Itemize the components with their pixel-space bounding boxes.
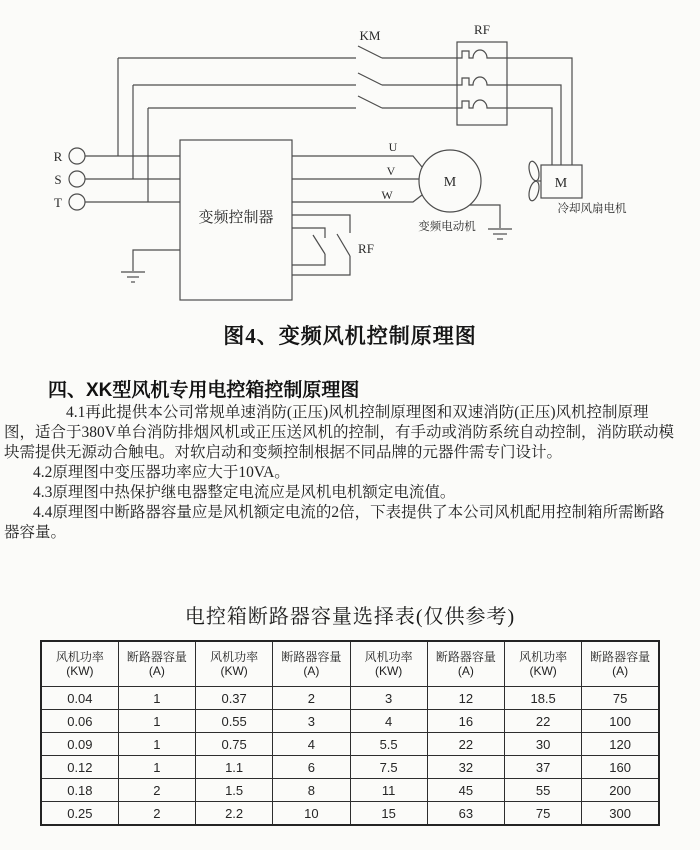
table-cell: 120 — [582, 733, 659, 756]
table-header-cell: 断路器容量 (A) — [273, 641, 350, 687]
table-cell: 12 — [427, 687, 504, 710]
table-cell: 0.12 — [41, 756, 118, 779]
table-cell: 0.55 — [196, 710, 273, 733]
table-header-cell: 风机功率 (KW) — [196, 641, 273, 687]
paragraph-4-4: 4.4原理图中断路器容量应是风机额定电流的2倍，下表提供了本公司风机配用控制箱所需断路器容量。 — [4, 504, 665, 541]
figure-caption: 图4、变频风机控制原理图 — [223, 324, 477, 348]
table-cell: 11 — [350, 779, 427, 802]
table-cell: 0.04 — [41, 687, 118, 710]
section-heading: 四、XK型风机专用电控箱控制原理图 — [48, 380, 360, 401]
motor-ground-icon — [470, 205, 512, 239]
table-cell: 7.5 — [350, 756, 427, 779]
table-cell: 75 — [582, 687, 659, 710]
paragraph-4-1: 4.1再此提供本公司常规单速消防(正压)风机控制原理图和双速消防(正压)风机控制原理图，适合于380V单台消防排烟风机或正压送风机的控制，有手动或消防系统自动控制，消防联动模块需提供无源动合触电。对软启动和变频控制根据不同品牌的元器件需专门设计。 — [4, 404, 674, 461]
table-cell: 15 — [350, 802, 427, 826]
fan-feed-3 — [507, 108, 552, 165]
table-cell: 2.2 — [196, 802, 273, 826]
table-cell: 2 — [118, 802, 195, 826]
cooling-fan-motor — [527, 160, 627, 215]
table-cell: 32 — [427, 756, 504, 779]
phase-terminals — [54, 148, 85, 210]
fan-motor-label: M — [554, 176, 568, 191]
table-cell: 1 — [118, 687, 195, 710]
table-header-row — [41, 641, 659, 687]
table-cell: 0.25 — [41, 802, 118, 826]
terminal-t-icon — [69, 194, 85, 210]
table-cell: 4 — [273, 733, 350, 756]
table-cell: 22 — [505, 710, 582, 733]
table-cell: 2 — [273, 687, 350, 710]
table-cell: 200 — [582, 779, 659, 802]
phase-s-label: S — [54, 172, 62, 187]
output-wires — [292, 140, 422, 202]
table-cell: 3 — [273, 710, 350, 733]
table-cell: 5.5 — [350, 733, 427, 756]
table-header-cell: 风机功率 (KW) — [350, 641, 427, 687]
table-cell: 2 — [118, 779, 195, 802]
table-cell: 4 — [350, 710, 427, 733]
fan-feed-1 — [507, 58, 572, 165]
table-cell: 37 — [505, 756, 582, 779]
table-cell: 16 — [427, 710, 504, 733]
table-cell: 0.06 — [41, 710, 118, 733]
main-motor — [418, 150, 481, 233]
table-cell: 0.75 — [196, 733, 273, 756]
table-title: 电控箱断路器容量选择表(仅供参考) — [184, 606, 516, 628]
phase-r-label: R — [53, 149, 63, 164]
table-cell: 8 — [273, 779, 350, 802]
table-row — [41, 779, 659, 802]
body-text — [4, 403, 674, 543]
table-cell: 1 — [118, 710, 195, 733]
terminal-s-icon — [69, 171, 85, 187]
table-cell: 6 — [273, 756, 350, 779]
table-row — [41, 802, 659, 826]
fan-blade-icon — [527, 180, 541, 202]
table-header-cell: 断路器容量 (A) — [582, 641, 659, 687]
controller-label: 变频控制器 — [198, 210, 274, 226]
table-cell: 0.37 — [196, 687, 273, 710]
table-row — [41, 687, 659, 710]
fan-blade-icon — [527, 160, 541, 182]
rf-bottom-label: RF — [358, 241, 374, 256]
table-cell: 1 — [118, 733, 195, 756]
table-cell: 10 — [273, 802, 350, 826]
table-cell: 30 — [505, 733, 582, 756]
table-row — [41, 710, 659, 733]
table-cell: 1.1 — [196, 756, 273, 779]
table-cell: 1.5 — [196, 779, 273, 802]
table-header-cell: 风机功率 (KW) — [505, 641, 582, 687]
terminal-r-icon — [69, 148, 85, 164]
u-label: U — [388, 140, 398, 154]
breaker-table — [40, 640, 660, 826]
frequency-controller — [180, 140, 292, 300]
motor-caption: 变频电动机 — [418, 221, 476, 233]
rf-top-label: RF — [474, 22, 490, 37]
table-cell: 3 — [350, 687, 427, 710]
table-row — [41, 733, 659, 756]
table-header-cell: 断路器容量 (A) — [118, 641, 195, 687]
table-row — [41, 756, 659, 779]
table-cell: 1 — [118, 756, 195, 779]
v-label: V — [386, 164, 396, 178]
paragraph-4-2: 4.2原理图中变压器功率应大于10VA。 — [33, 464, 290, 481]
rf-thermal-relay — [457, 22, 507, 125]
fan-caption: 冷却风扇电机 — [557, 203, 627, 215]
w-label: W — [381, 188, 393, 202]
table-cell: 75 — [505, 802, 582, 826]
controller-ground-icon — [121, 250, 180, 282]
table-cell: 160 — [582, 756, 659, 779]
table-cell: 300 — [582, 802, 659, 826]
km-contactor — [118, 28, 457, 108]
table-cell: 63 — [427, 802, 504, 826]
table-header-cell: 断路器容量 (A) — [427, 641, 504, 687]
table-cell: 18.5 — [505, 687, 582, 710]
km-label: KM — [359, 28, 381, 43]
motor-label: M — [443, 175, 457, 190]
fan-feed-2 — [507, 85, 561, 165]
paragraph-4-3: 4.3原理图中热保护继电器整定电流应是风机电机额定电流值。 — [33, 484, 456, 501]
table-cell: 100 — [582, 710, 659, 733]
table-cell: 22 — [427, 733, 504, 756]
table-header-cell: 风机功率 (KW) — [41, 641, 118, 687]
table-cell: 55 — [505, 779, 582, 802]
rf-feedback-contacts — [292, 215, 374, 275]
circuit-diagram — [0, 0, 700, 314]
table-cell: 0.09 — [41, 733, 118, 756]
table-cell: 45 — [427, 779, 504, 802]
phase-t-label: T — [54, 195, 62, 210]
table-cell: 0.18 — [41, 779, 118, 802]
